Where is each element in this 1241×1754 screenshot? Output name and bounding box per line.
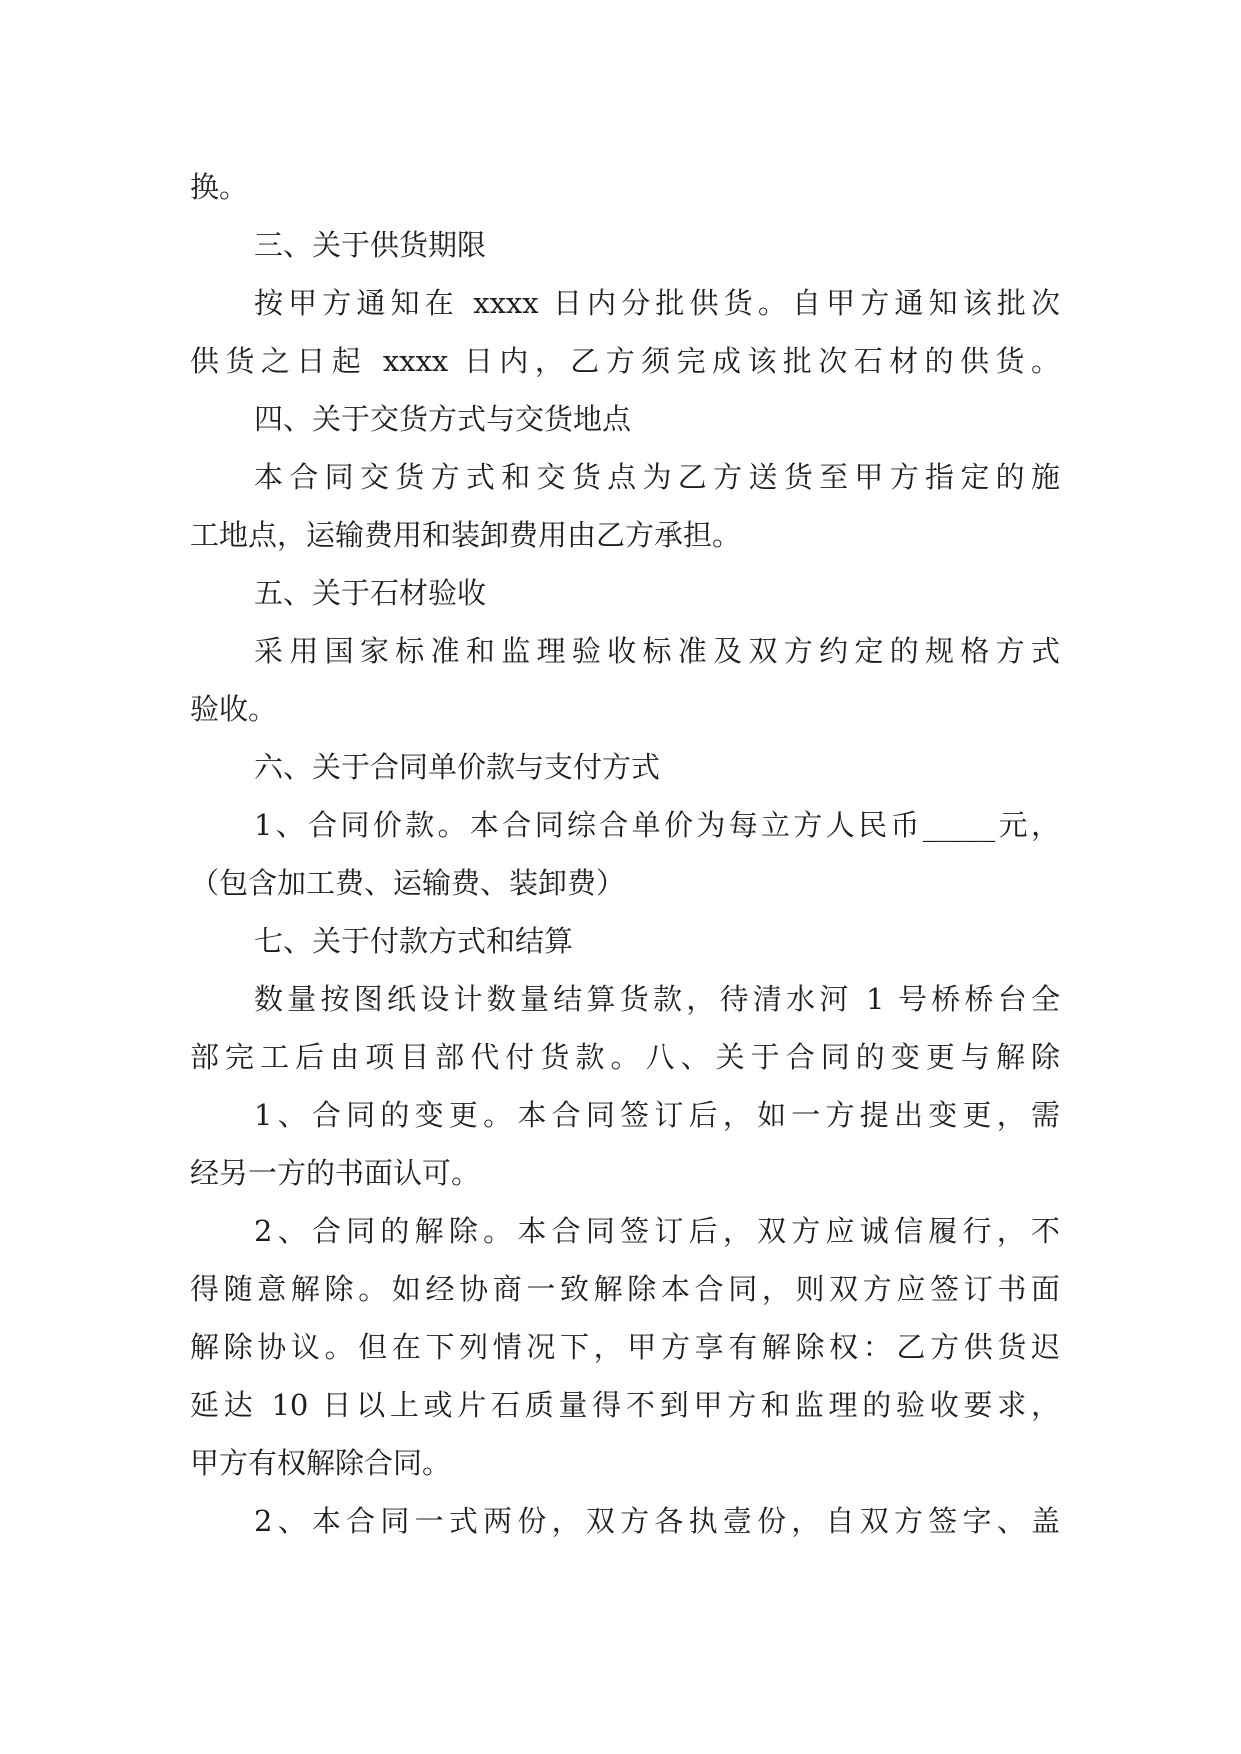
text-line: （包含加工费、运输费、装卸费） xyxy=(190,866,626,900)
text-line: 延达 10 日以上或片石质量得不到甲方和监理的验收要求， xyxy=(190,1388,1060,1422)
document-body xyxy=(190,158,1060,1550)
text-line: 供货之日起 xxxx 日内，乙方须完成该批次石材的供货。 xyxy=(190,344,1060,378)
section-heading-delivery-period: 三、关于供货期限 xyxy=(254,228,487,262)
section-heading-payment: 七、关于付款方式和结算 xyxy=(254,924,574,958)
text-line: 验收。 xyxy=(190,692,278,726)
section-heading-delivery-method: 四、关于交货方式与交货地点 xyxy=(254,402,632,436)
text-line: 换。 xyxy=(190,170,249,204)
text-line: 部完工后由项目部代付货款。八、关于合同的变更与解除 xyxy=(190,1040,1060,1074)
section-heading-acceptance: 五、关于石材验收 xyxy=(254,576,487,610)
text-line: 1、合同价款。本合同综合单价为每立方人民币_____元， xyxy=(254,808,1060,842)
text-line: 数量按图纸设计数量结算货款，待清水河 1 号桥桥台全 xyxy=(254,982,1060,1016)
text-line: 1、合同的变更。本合同签订后，如一方提出变更，需 xyxy=(254,1098,1060,1132)
text-line: 工地点，运输费用和装卸费用由乙方承担。 xyxy=(190,518,742,552)
text-line: 采用国家标准和监理验收标准及双方约定的规格方式 xyxy=(254,634,1060,668)
text-line: 本合同交货方式和交货点为乙方送货至甲方指定的施 xyxy=(254,460,1060,494)
text-line: 按甲方通知在 xxxx 日内分批供货。自甲方通知该批次 xyxy=(254,286,1060,320)
section-heading-price: 六、关于合同单价款与支付方式 xyxy=(254,750,661,784)
text-line: 2、本合同一式两份，双方各执壹份，自双方签字、盖 xyxy=(254,1504,1060,1538)
text-line: 解除协议。但在下列情况下，甲方享有解除权：乙方供货迟 xyxy=(190,1330,1060,1364)
text-line: 经另一方的书面认可。 xyxy=(190,1156,481,1190)
text-line: 甲方有权解除合同。 xyxy=(190,1446,452,1480)
text-line: 2、合同的解除。本合同签订后，双方应诚信履行，不 xyxy=(254,1214,1060,1248)
text-line: 得随意解除。如经协商一致解除本合同，则双方应签订书面 xyxy=(190,1272,1060,1306)
